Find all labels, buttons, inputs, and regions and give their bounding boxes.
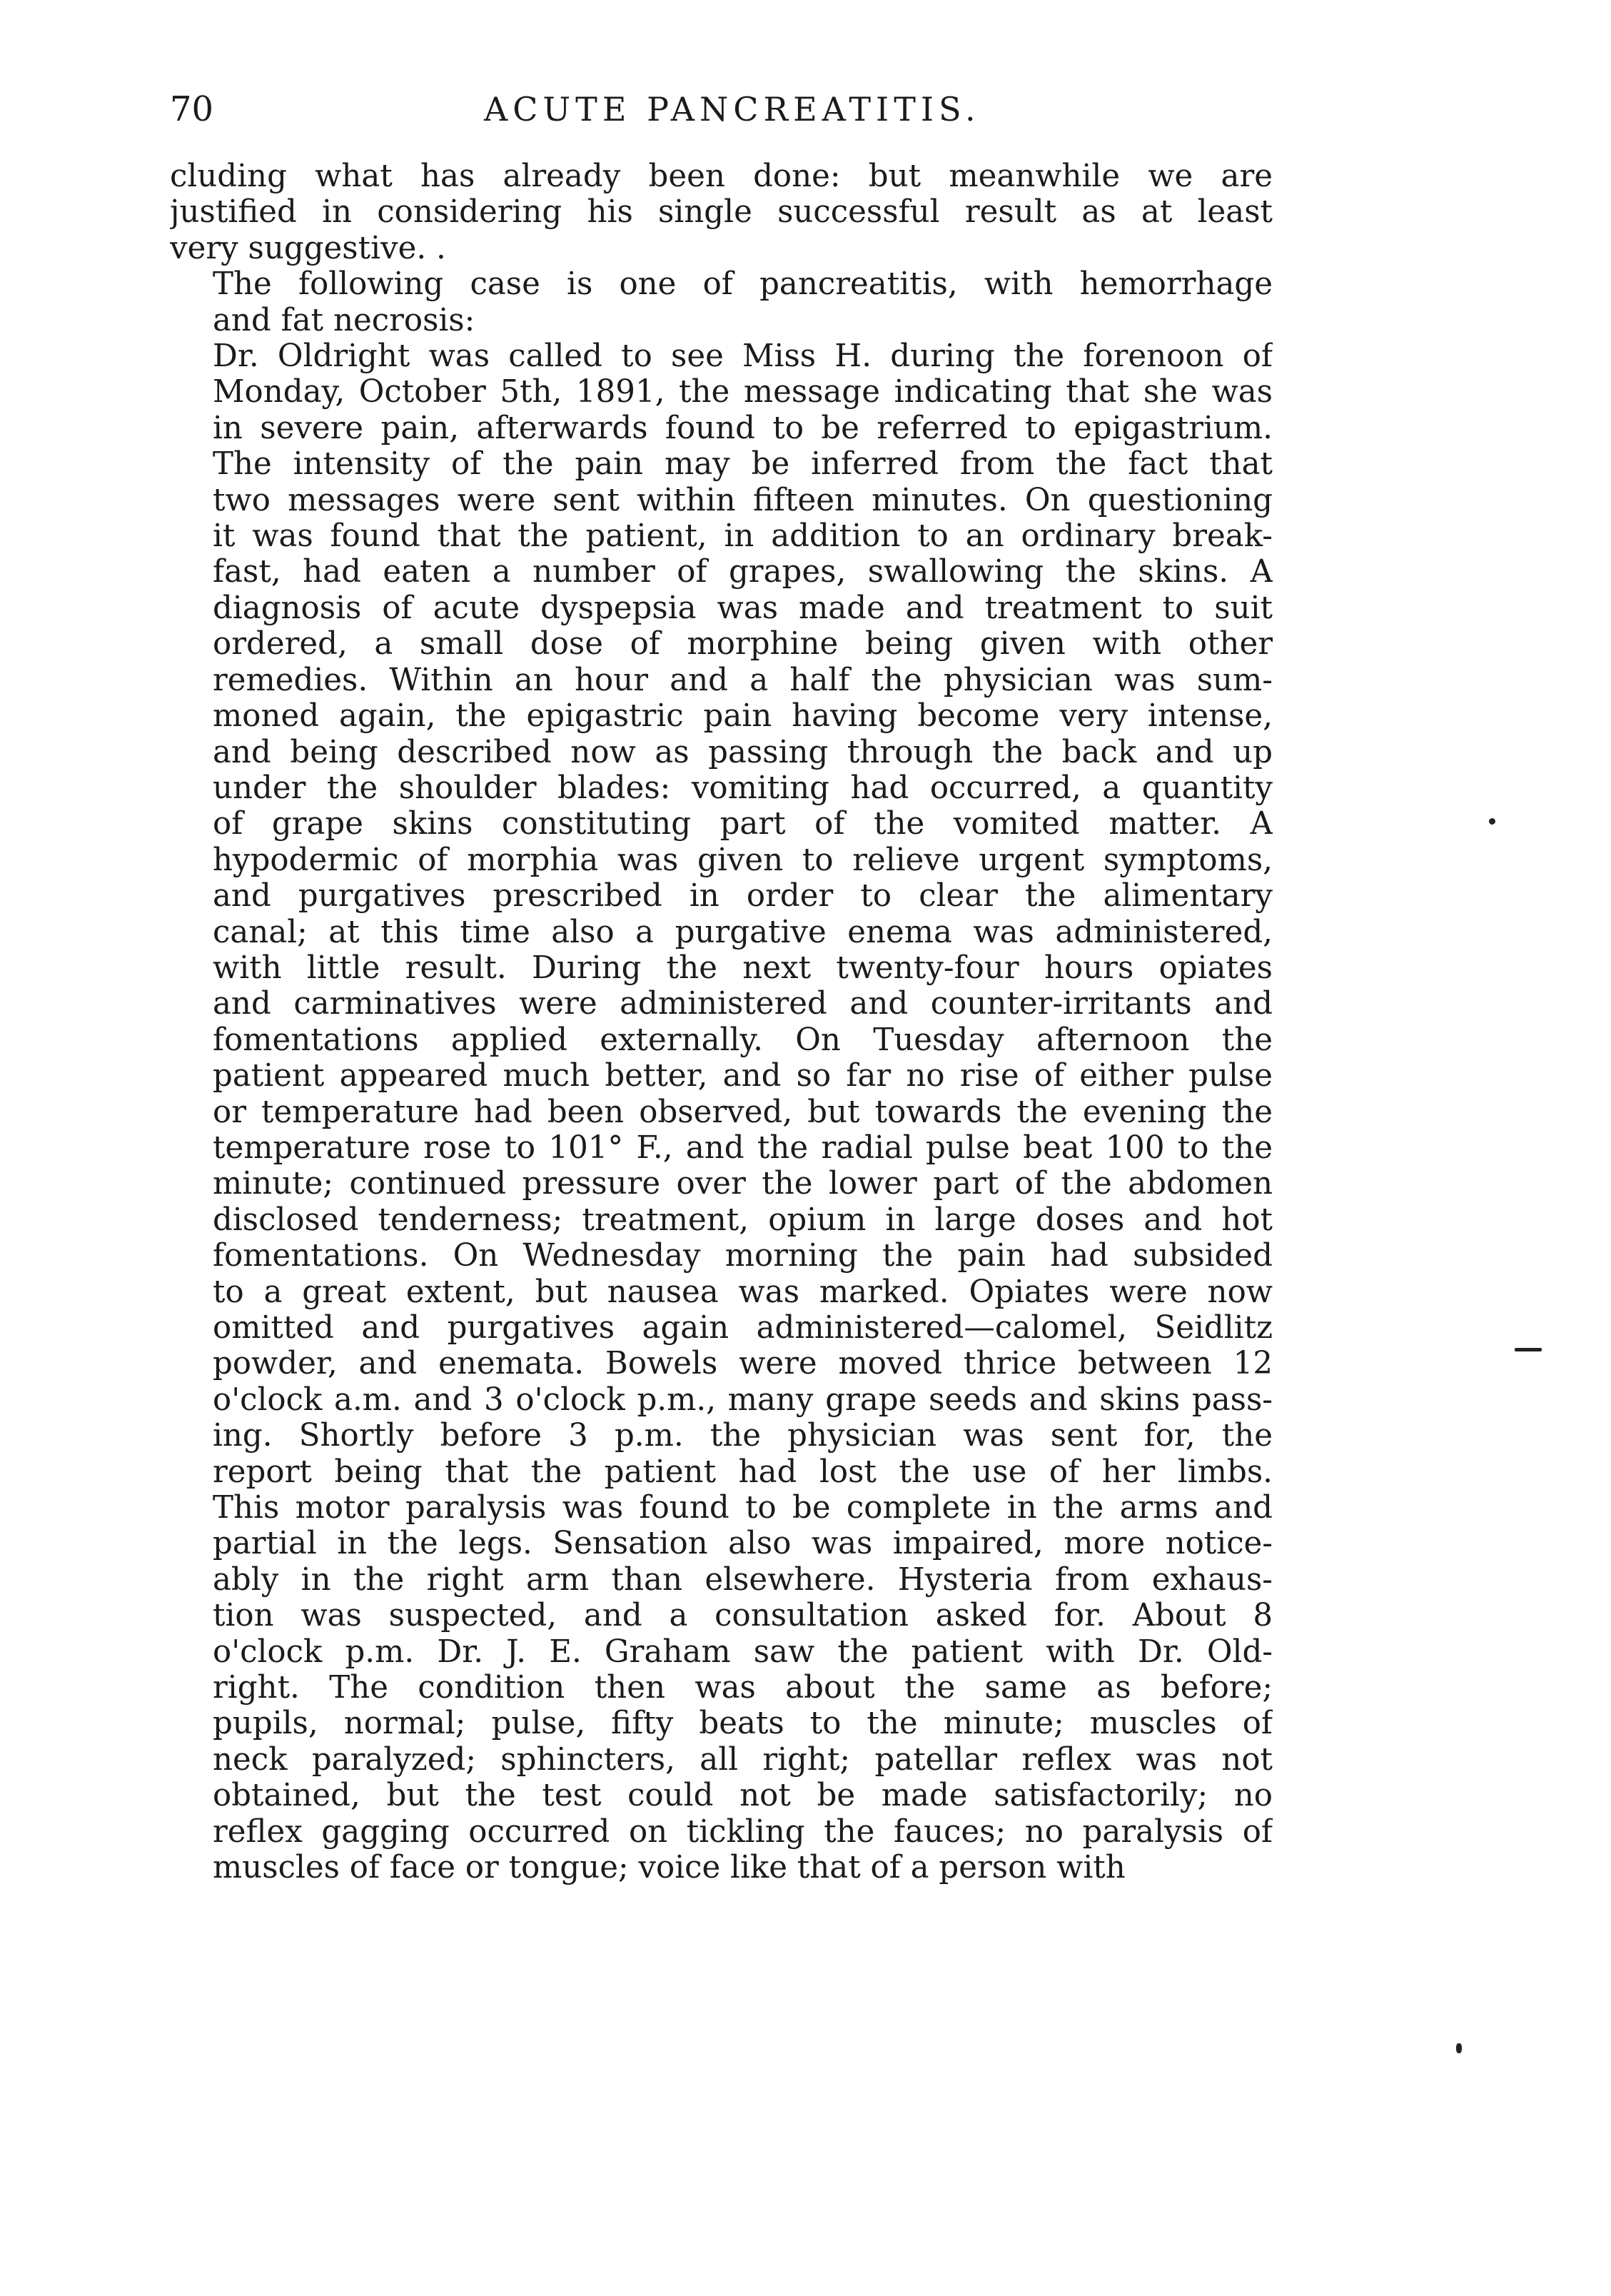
text-line: and purgatives prescribed in order to clear the alimentary (213, 878, 1273, 915)
page-header (170, 84, 1269, 134)
text-line: and being described now as passing through the back and up (213, 734, 1273, 770)
text-line: in severe pain, afterwards found to be referred to epigastrium. (213, 410, 1273, 446)
text-line: Dr. Oldright was called to see Miss H. during the forenoon of (213, 338, 1273, 375)
text-line: hypodermic of morphia was given to relieve urgent symptoms, (213, 842, 1273, 878)
margin-speck (1456, 2043, 1462, 2053)
text-line: or temperature had been observed, but towards the evening the (213, 1094, 1273, 1130)
text-line: neck paralyzed; sphincters, all right; patellar reflex was not (213, 1741, 1273, 1778)
text-line: diagnosis of acute dyspepsia was made and treatment to suit (213, 590, 1273, 626)
text-line: omitted and purgatives again administered—calomel, Seidlitz (213, 1310, 1273, 1346)
text-line: obtained, but the test could not be made satisfactorily; no (213, 1778, 1273, 1814)
text-line: patient appeared much better, and so far no rise of either pulse (213, 1058, 1273, 1094)
text-line: reflex gagging occurred on tickling the fauces; no paralysis of (213, 1813, 1273, 1850)
text-line: right. The condition then was about the same as before; (213, 1670, 1273, 1706)
text-line: Monday, October 5th, 1891, the message indicating that she was (213, 374, 1273, 411)
text-line: justified in considering his single successful result as at least (170, 194, 1273, 231)
text-line: report being that the patient had lost the use of her limbs. (213, 1454, 1273, 1490)
running-title: ACUTE PANCREATITIS. (484, 90, 981, 129)
text-line: temperature rose to 101° F., and the radial pulse beat 100 to the (213, 1129, 1273, 1166)
text-line: This motor paralysis was found to be complete in the arms and (213, 1490, 1273, 1526)
body-text (170, 158, 1273, 1886)
text-line: ordered, a small dose of morphine being given with other (213, 626, 1273, 663)
paragraph (170, 338, 1273, 1885)
text-line: ing. Shortly before 3 p.m. the physician was sent for, the (213, 1418, 1273, 1454)
text-line: two messages were sent within fifteen minutes. On questioning (213, 482, 1273, 518)
text-line: canal; at this time also a purgative enema was administered, (213, 914, 1273, 950)
text-line: tion was suspected, and a consultation asked for. About 8 (213, 1598, 1273, 1634)
text-line: partial in the legs. Sensation also was impaired, more notice- (213, 1526, 1273, 1562)
text-line: very suggestive. . (170, 230, 446, 266)
paragraph (170, 266, 1273, 338)
text-line: moned again, the epigastric pain having become very intense, (213, 698, 1273, 735)
margin-speck (1489, 818, 1495, 825)
text-line: The intensity of the pain may be inferred from the fact that (213, 446, 1273, 483)
text-line: to a great extent, but nausea was marked. Opiates were now (213, 1274, 1273, 1310)
text-line: ably in the right arm than elsewhere. Hysteria from exhaus- (213, 1561, 1273, 1598)
text-line: o'clock a.m. and 3 o'clock p.m., many grape seeds and skins pass- (213, 1381, 1273, 1418)
text-line: and carminatives were administered and counter-irritants and (213, 986, 1273, 1022)
text-line: and fat necrosis: (213, 302, 475, 338)
text-line: under the shoulder blades: vomiting had occurred, a quantity (213, 770, 1273, 806)
text-line: of grape skins constituting part of the vomited matter. A (213, 806, 1273, 842)
text-line: muscles of face or tongue; voice like that of a person with (213, 1850, 1126, 1886)
text-line: disclosed tenderness; treatment, opium in large doses and hot (213, 1202, 1273, 1238)
paragraph (170, 158, 1273, 266)
text-line: minute; continued pressure over the lower part of the abdomen (213, 1166, 1273, 1202)
text-line: cluding what has already been done: but meanwhile we are (170, 158, 1273, 194)
page-number: 70 (170, 89, 214, 129)
text-line: powder, and enemata. Bowels were moved thrice between 12 (213, 1346, 1273, 1382)
text-line: pupils, normal; pulse, fifty beats to the minute; muscles of (213, 1706, 1273, 1742)
text-line: fast, had eaten a number of grapes, swallowing the skins. A (213, 554, 1273, 590)
margin-dash (1515, 1348, 1542, 1351)
text-line: fomentations. On Wednesday morning the pain had subsided (213, 1238, 1273, 1274)
text-line: fomentations applied externally. On Tuesday afternoon the (213, 1022, 1273, 1058)
text-line: remedies. Within an hour and a half the physician was sum- (213, 662, 1273, 698)
text-line: o'clock p.m. Dr. J. E. Graham saw the patient with Dr. Old- (213, 1633, 1273, 1670)
text-line: with little result. During the next twenty-four hours opiates (213, 950, 1273, 986)
text-line: it was found that the patient, in addition to an ordinary break- (213, 518, 1273, 555)
text-line: The following case is one of pancreatitis, with hemorrhage (213, 266, 1273, 303)
